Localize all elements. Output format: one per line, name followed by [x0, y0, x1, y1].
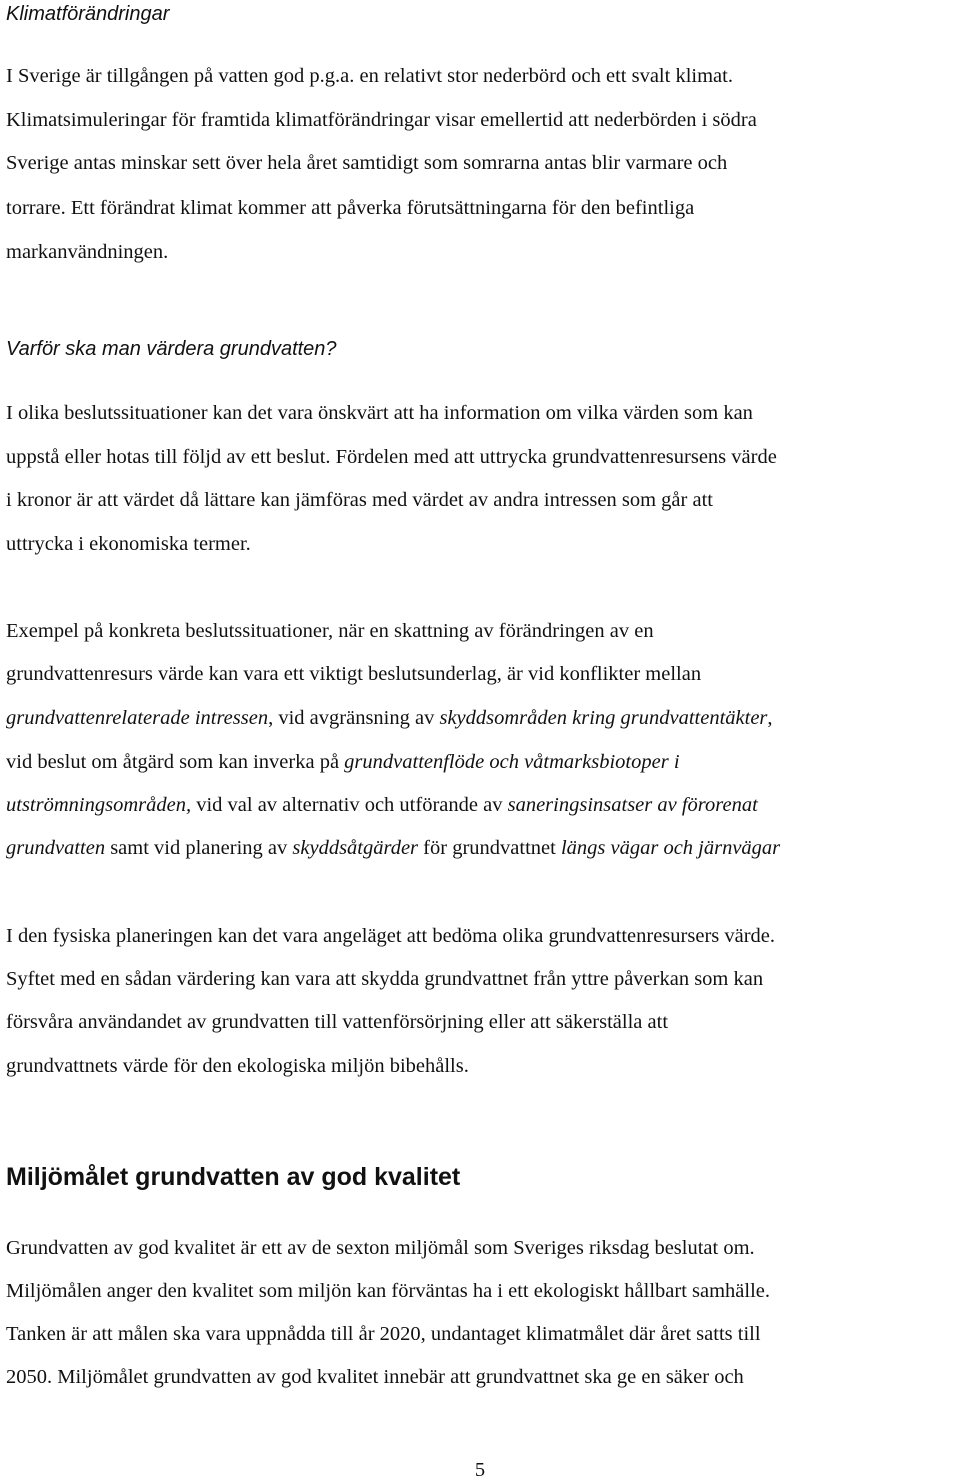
page-number: 5	[474, 1459, 486, 1481]
paragraph-line: I Sverige är tillgången på vatten god p.g.a. en relativt stor nederbörd och ett svalt klimat.	[6, 65, 733, 87]
paragraph-line: Tanken är att målen ska vara uppnådda till år 2020, undantaget klimatmålet där året satts till	[6, 1323, 761, 1345]
text-run: vid beslut om åtgärd som kan inverka på	[6, 751, 345, 773]
paragraph-line: I den fysiska planeringen kan det vara angeläget att bedöma olika grundvattenresursers värde.	[6, 925, 776, 947]
italic-phrase: skyddsåtgärder	[292, 837, 419, 859]
section-heading-miljomalet: Miljömålet grundvatten av god kvalitet	[6, 1163, 461, 1191]
paragraph-line-mixed	[6, 706, 773, 730]
italic-phrase: längs vägar och järnvägar	[560, 837, 781, 859]
paragraph-line: Syftet med en sådan värdering kan vara att skydda grundvattnet från yttre påverkan som kan	[6, 968, 764, 990]
italic-phrase: grundvatten	[6, 837, 106, 859]
section-heading-klimatforandringar: Klimatförändringar	[6, 3, 170, 25]
italic-phrase: utströmningsområden,	[6, 794, 192, 816]
paragraph-line-mixed	[6, 836, 780, 860]
paragraph-line: I olika beslutssituationer kan det vara önskvärt att ha information om vilka värden som kan	[6, 402, 753, 424]
paragraph-line: i kronor är att värdet då lättare kan jämföras med värdet av andra intressen som går att	[6, 489, 713, 511]
paragraph-line: Grundvatten av god kvalitet är ett av de sexton miljömål som Sveriges riksdag beslutat om.	[6, 1237, 755, 1259]
italic-phrase: saneringsinsatser av förorenat	[507, 794, 758, 816]
paragraph-line: torrare. Ett förändrat klimat kommer att påverka förutsättningarna för den befintliga	[6, 197, 695, 219]
italic-phrase: grundvattenrelaterade intressen	[6, 707, 269, 729]
paragraph-line: Sverige antas minskar sett över hela året samtidigt som somrarna antas blir varmare och	[6, 152, 728, 174]
paragraph-line-mixed	[6, 750, 680, 774]
text-run: samt vid planering av	[105, 837, 293, 859]
paragraph-line: Miljömålen anger den kvalitet som miljön kan förväntas ha i ett ekologiskt hållbart samhälle.	[6, 1280, 771, 1302]
text-run: för grundvattnet	[418, 837, 561, 859]
paragraph-line: Klimatsimuleringar för framtida klimatförändringar visar emellertid att nederbörden i södra	[6, 109, 757, 131]
section-heading-varfor-vardera: Varför ska man värdera grundvatten?	[6, 338, 337, 360]
paragraph-line: uttrycka i ekonomiska termer.	[6, 533, 251, 555]
italic-phrase: grundvattenflöde och våtmarksbiotoper i	[344, 751, 680, 773]
paragraph-line: uppstå eller hotas till följd av ett beslut. Fördelen med att uttrycka grundvattenresursens värde	[6, 446, 777, 468]
paragraph-line: 2050. Miljömålet grundvatten av god kvalitet innebär att grundvattnet ska ge en säker och	[6, 1366, 744, 1388]
text-run: ,	[767, 707, 773, 729]
text-run: vid val av alternativ och utförande av	[191, 794, 508, 816]
paragraph-line: försvåra användandet av grundvatten till vattenförsörjning eller att säkerställa att	[6, 1011, 669, 1033]
italic-phrase: skyddsområden kring grundvattentäkter	[439, 707, 768, 729]
paragraph-line: Exempel på konkreta beslutssituationer, när en skattning av förändringen av en	[6, 620, 654, 642]
paragraph-line: markanvändningen.	[6, 241, 169, 263]
paragraph-line: grundvattnets värde för den ekologiska miljön bibehålls.	[6, 1055, 469, 1077]
paragraph-line-mixed	[6, 793, 758, 817]
paragraph-line: grundvattenresurs värde kan vara ett viktigt beslutsunderlag, är vid konflikter mellan	[6, 663, 702, 685]
text-run: , vid avgränsning av	[268, 707, 440, 729]
